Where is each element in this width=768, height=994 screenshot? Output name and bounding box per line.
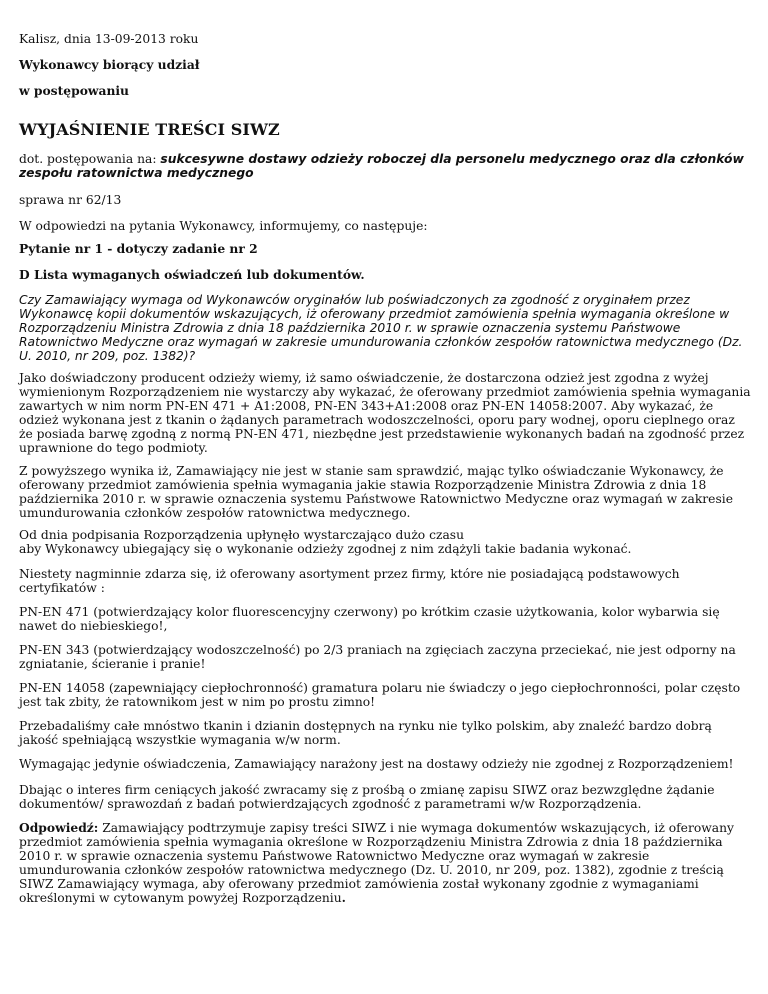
case-number: sprawa nr 62/13 (19, 193, 122, 207)
paragraph-3-line-2: aby Wykonawcy ubiegający się o wykonanie odzieży zgodnej z nim zdążyli takie badania wykonać. (19, 542, 632, 556)
paragraph-1: Jako doświadczony producent odzieży wiemy, iż samo oświadczenie, że dostarczona odzież jest zgodna z wyżej wymienionym Rozporządzeniem nie wystarczy aby wykazać, że oferowany przedmiot zamówienia spełnia wymagania zawartych w nim norm PN-EN 471 + A1:2008, PN-EN 343+A1:2008 oraz PN-EN 14058:2007. Aby wykazać, że odzież wykonana jest z tkanin o żądanych parametrach wodoszczelności, oporu pary wodnej, oporu cieplnego oraz że posiada barwę zgodną z normą PN-EN 471, niezbędne jest przedstawienie wykonanych badań na zgodność przez uprawnione do tego podmioty. (19, 371, 751, 455)
paragraph-4: Niestety nagminnie zdarza się, iż oferowany asortyment przez firmy, które nie posiadającą podstawowych certyfikatów : (19, 567, 680, 595)
answer-paragraph (19, 821, 749, 905)
paragraph-9: Wymagając jedynie oświadczenia, Zamawiający narażony jest na dostawy odzieży nie zgodnej z Rozporządzeniem! (19, 757, 734, 771)
subject-line (19, 152, 744, 180)
recipient-line-2: w postępowaniu (19, 83, 129, 98)
paragraph-10: Dbając o interes firm ceniących jakość zwracamy się z prośbą o zmianę zapisu SIWZ oraz bezwzględne żądanie dokumentów/ sprawozdań z badań potwierdzających zgodność z parametrami w/w Rozporządzenia. (19, 783, 715, 811)
paragraph-5: PN-EN 471 (potwierdzający kolor fluorescencyjny czerwony) po krótkim czasie użytkowania, kolor wybarwia się nawet do niebieskiego!, (19, 605, 720, 633)
subject-name: sukcesywne dostawy odzieży roboczej dla personelu medycznego oraz dla członków zespołu ratownictwa medycznego (19, 152, 744, 180)
paragraph-2: Z powyższego wynika iż, Zamawiający nie jest w stanie sam sprawdzić, mając tylko oświadczanie Wykonawcy, że oferowany przedmiot zamówienia spełnia wymagania jakie stawia Rozporządzenie Ministra Zdrowia z dnia 18 października 2010 r. w sprawie oznaczenia systemu Państwowe Ratownictwo Medyczne oraz wymagań w zakresie umundurowania członków zespołów ratownictwa medycznego. (19, 464, 733, 520)
answer-label: Odpowiedź: (19, 820, 99, 835)
question-heading: Pytanie nr 1 - dotyczy zadanie nr 2 (19, 241, 258, 256)
subject-prefix: dot. postępowania na: (19, 152, 161, 166)
section-heading: D Lista wymaganych oświadczeń lub dokumentów. (19, 267, 365, 282)
date-line: Kalisz, dnia 13-09-2013 roku (19, 32, 199, 46)
answer-text: Zamawiający podtrzymuje zapisy treści SIWZ i nie wymaga dokumentów wskazujących, iż oferowany przedmiot zamówienia spełnia wymagania określone w Rozporządzeniu Ministra Zdrowia z dnia 18 października 2010 r. w sprawie oznaczenia systemu Państwowe Ratownictwo Medyczne oraz wymagań w zakresie umundurowania członków zespołów ratownictwa medycznego (Dz. U. 2010, nr 209, poz. 1382), zgodnie z treścią SIWZ Zamawiający wymaga, aby oferowany przedmiot zamówienia został wykonany zgodnie z wymaganiami określonymi w cytowanym powyżej Rozporządzeniu (19, 821, 734, 905)
paragraph-7: PN-EN 14058 (zapewniający ciepłochronność) gramatura polaru nie świadczy o jego ciepłochronności, polar często jest tak zbity, że ratownikom jest w nim po prostu zimno! (19, 681, 741, 709)
answer-end: . (341, 890, 346, 905)
paragraph-3-line-1: Od dnia podpisania Rozporządzenia upłynęło wystarczająco dużo czasu (19, 528, 465, 542)
recipient-line-1: Wykonawcy biorący udział (19, 57, 200, 72)
paragraph-6: PN-EN 343 (potwierdzający wodoszczelność) po 2/3 praniach na zgięciach zaczyna przeciekać, nie jest odporny na zgniatanie, ścieranie i pranie! (19, 643, 736, 671)
question-text: Czy Zamawiający wymaga od Wykonawców oryginałów lub poświadczonych za zgodność z oryginałem przez Wykonawcę kopii dokumentów wskazujących, iż oferowany przedmiot zamówienia spełnia wymagania określone w Rozporządzeniu Ministra Zdrowia z dnia 18 października 2010 r. w sprawie oznaczenia systemu Państwowe Ratownictwo Medyczne oraz wymagań w zakresie umundurowania członków zespołów ratownictwa medycznego (Dz. U. 2010, nr 209, poz. 1382)? (19, 293, 743, 363)
paragraph-3 (19, 528, 749, 556)
document-title: WYJAŚNIENIE TREŚCI SIWZ (19, 120, 280, 139)
paragraph-8: Przebadaliśmy całe mnóstwo tkanin i dzianin dostępnych na rynku nie tylko polskim, aby znaleźć bardzo dobrą jakość spełniającą wszystkie wymagania w/w norm. (19, 719, 712, 747)
intro-text: W odpowiedzi na pytania Wykonawcy, informujemy, co następuje: (19, 219, 428, 233)
